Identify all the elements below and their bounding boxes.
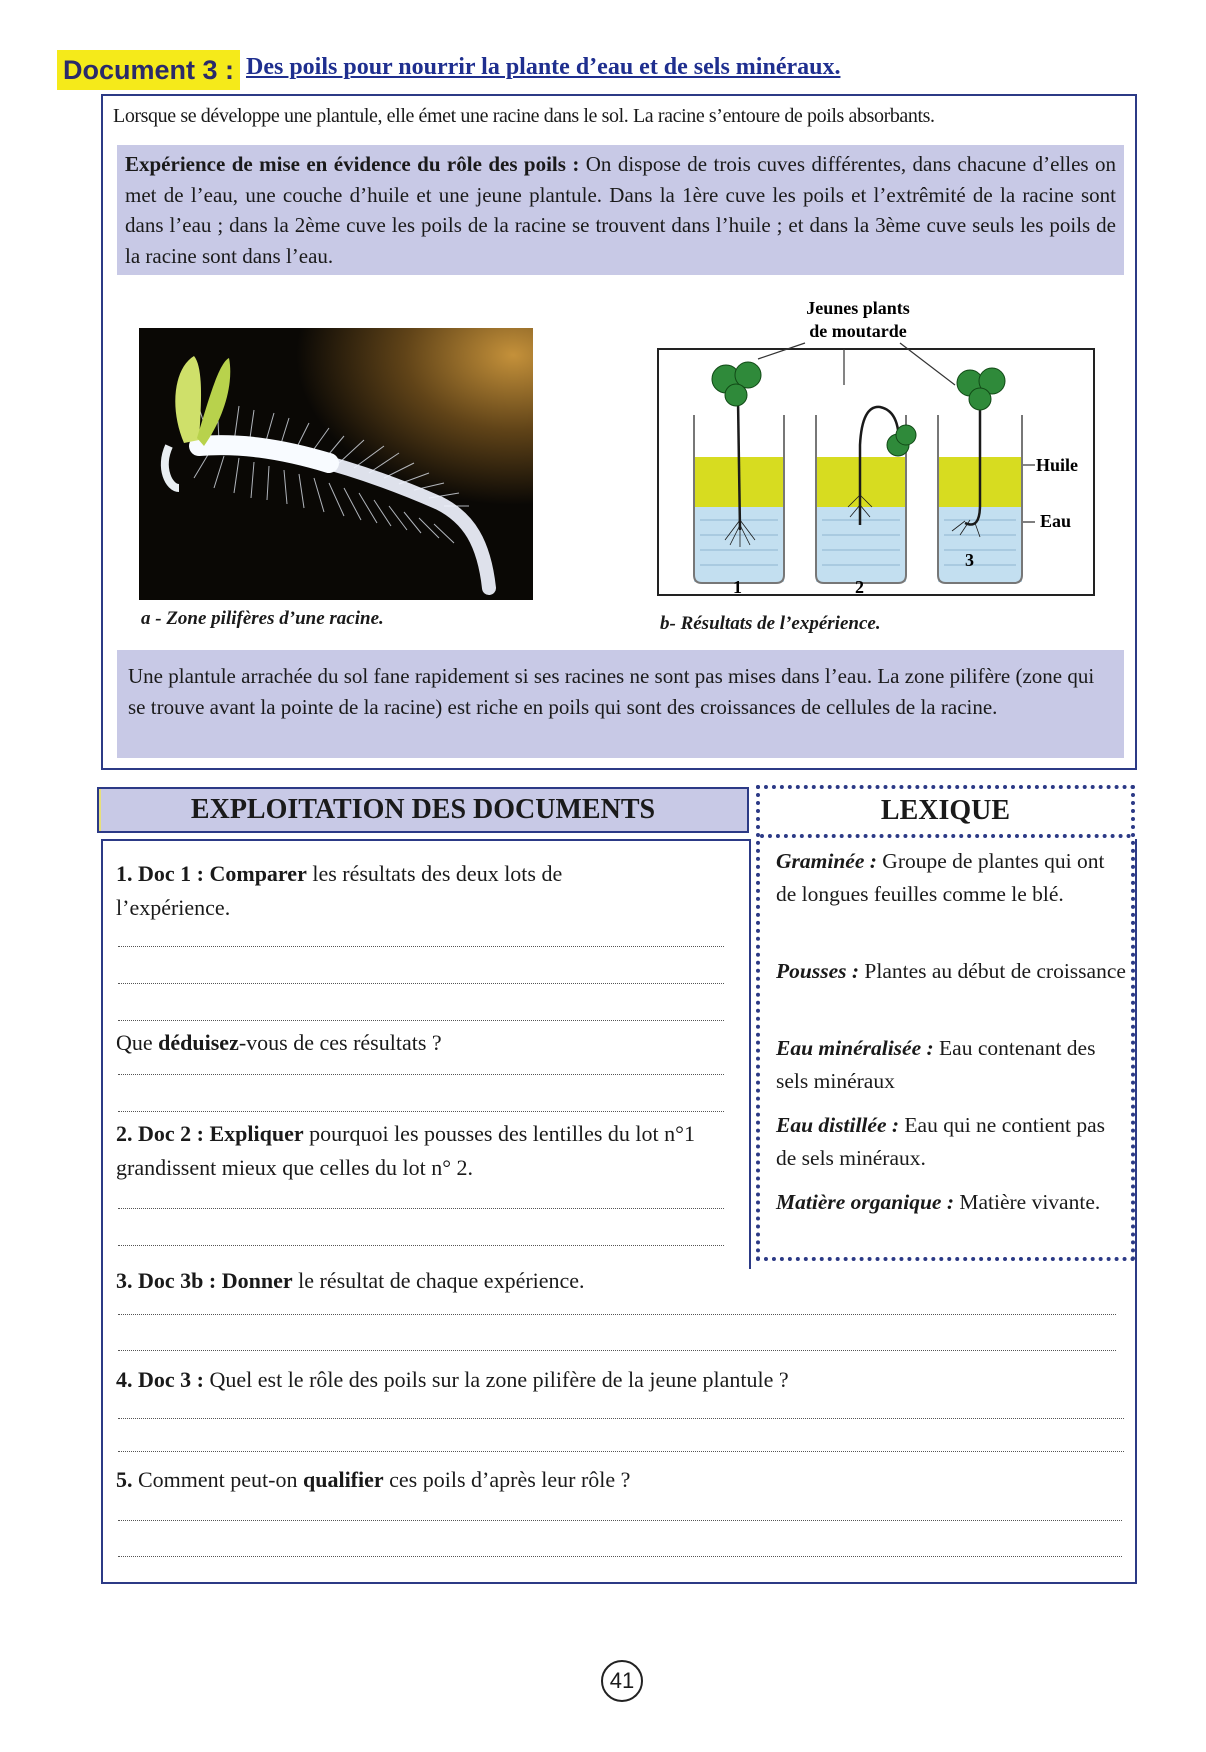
question-5: 5. Comment peut-on qualifier ces poils d’après leur rôle ? [116, 1467, 631, 1492]
root-hairs-photo [139, 328, 533, 600]
beaker-number-2: 2 [855, 577, 864, 597]
lexique-heading: LEXIQUE [880, 795, 1011, 826]
answer-line[interactable] [118, 1556, 1122, 1557]
label-oil: Huile [1036, 455, 1079, 475]
lexique-entry: Eau minéralisée : Eau contenant des sels minéraux [776, 1036, 1096, 1093]
answer-line[interactable] [118, 1350, 1116, 1351]
question-4: 4. Doc 3 : Quel est le rôle des poils sur la zone pilifère de la jeune plantule ? [116, 1367, 789, 1392]
lexique-divider [760, 834, 1131, 838]
question-3: 3. Doc 3b : Donner le résultat de chaque expérience. [116, 1268, 585, 1293]
question-1: 1. Doc 1 : Comparer les résultats des deux lots de l’expérience. [116, 861, 563, 920]
answer-line[interactable] [118, 1208, 724, 1209]
intro-text: Lorsque se développe une plantule, elle émet une racine dans le sol. La racine s’entoure de poils absorbants. [113, 105, 935, 127]
experiment-diagram [630, 295, 1100, 635]
label-plants-1: Jeunes plants [806, 298, 910, 318]
label-water: Eau [1040, 511, 1072, 531]
answer-line[interactable] [118, 1111, 724, 1112]
lexique-entry: Graminée : Groupe de plantes qui ont de longues feuilles comme le blé. [776, 849, 1105, 906]
lexique-entry: Pousses : Plantes au début de croissance [776, 959, 1126, 983]
experience-description [117, 145, 1124, 275]
answer-line[interactable] [118, 1245, 724, 1246]
lexique-entry: Matière organique : Matière vivante. [776, 1190, 1101, 1214]
answer-line[interactable] [118, 1520, 1122, 1521]
answer-line[interactable] [118, 1451, 1124, 1452]
question-2: 2. Doc 2 : Expliquer pourquoi les pousses des lentilles du lot n°1 grandissent mieux que celles du lot n° 2. [116, 1121, 695, 1180]
question-1b: Que déduisez-vous de ces résultats ? [116, 1030, 442, 1055]
document-title: Des poils pour nourrir la plante d’eau et de sels minéraux. [246, 54, 841, 80]
conclusion-text: Une plantule arrachée du sol fane rapidement si ses racines ne sont pas mises dans l’eau. La zone pilifère (zone qui se trouve avant la pointe de la racine) est riche en poils qui sont des croissances de cellules de la racine. [117, 650, 1124, 758]
label-plants-2: de moutarde [809, 321, 907, 341]
answer-line[interactable] [118, 1314, 1116, 1315]
answer-line[interactable] [118, 1074, 724, 1075]
answer-line[interactable] [118, 1418, 1124, 1419]
exploitation-heading: EXPLOITATION DES DOCUMENTS [97, 787, 749, 833]
beaker-number-1: 1 [733, 577, 742, 597]
answer-line[interactable] [118, 946, 724, 947]
page-number: 41 [601, 1660, 643, 1702]
caption-b: b- Résultats de l’expérience. [660, 613, 881, 634]
document-label: Document 3 : [57, 50, 240, 90]
experience-text: On dispose de trois cuves différentes, dans chacune d’elles on met de l’eau, une couche d’huile et une jeune plantule. Dans la 1ère cuve les poils et l’extrêmité de la racine sont dans l’eau ; dans la 2ème cuve les poils de la racine se trouvent dans l’huile ; et dans la 3ème cuve seuls les poils de la racine sont dans l’eau. [125, 152, 1117, 268]
answer-line[interactable] [118, 983, 724, 984]
experience-title: Expérience de mise en évidence du rôle des poils : [125, 152, 580, 176]
lexique-entry: Eau distillée : Eau qui ne contient pas de sels minéraux. [776, 1113, 1106, 1170]
beaker-number-3: 3 [965, 550, 974, 570]
answer-line[interactable] [118, 1020, 724, 1021]
caption-a: a - Zone pilifères d’une racine. [141, 608, 384, 629]
